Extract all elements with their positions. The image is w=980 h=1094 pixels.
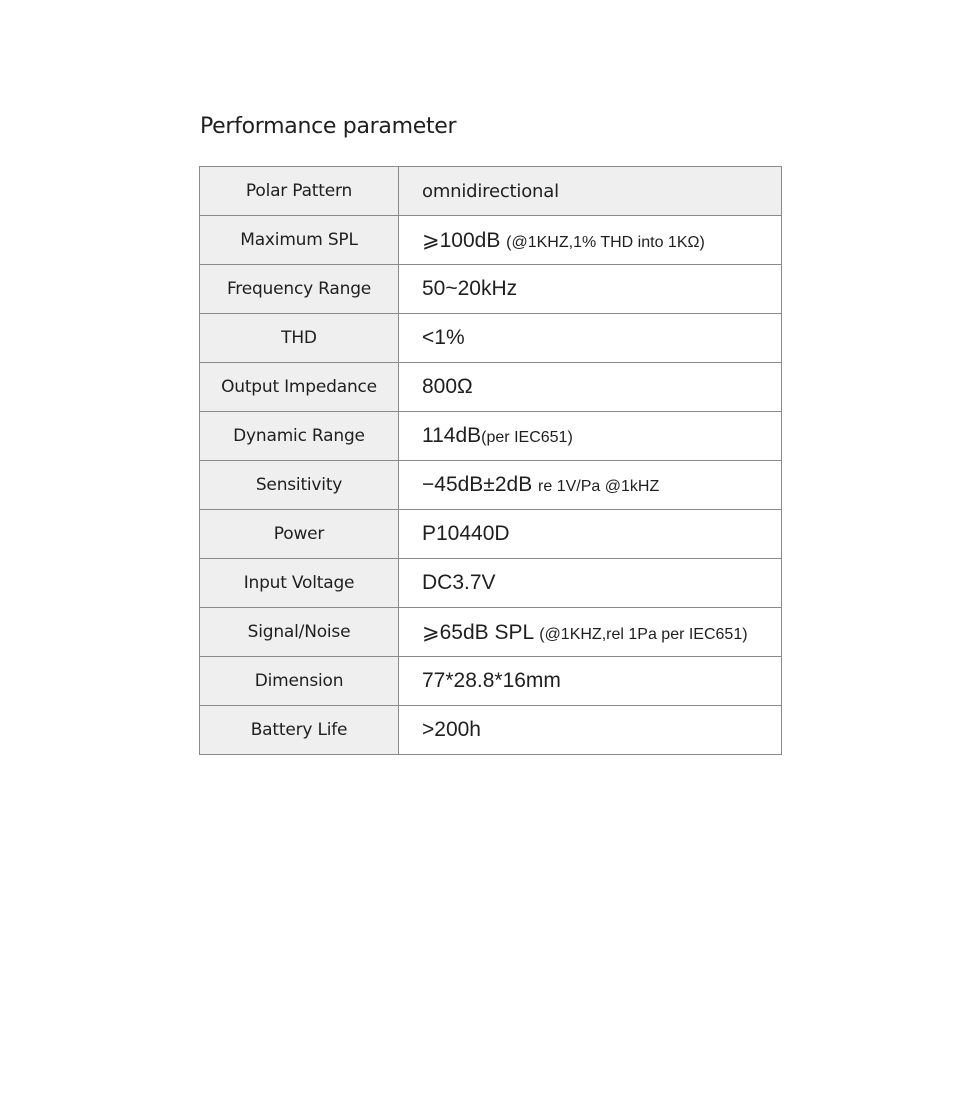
table-row-dynamic-range (200, 412, 782, 461)
row-value (399, 314, 782, 363)
table-row-frequency-range (200, 265, 782, 314)
row-label: Signal/Noise (200, 608, 399, 657)
table-row-battery-life (200, 706, 782, 755)
value-main: 50~20kHz (422, 277, 518, 300)
page-title: Performance parameter (200, 114, 457, 139)
value-note: re 1V/Pa @1kHZ (538, 478, 660, 495)
value-main: P10440D (422, 522, 510, 545)
table-row-dimension (200, 657, 782, 706)
value-note: (@1KHZ,rel 1Pa per IEC651) (539, 625, 748, 643)
row-label: Polar Pattern (200, 167, 399, 216)
row-label: Dynamic Range (200, 412, 399, 461)
row-label: Battery Life (200, 706, 399, 755)
row-value (399, 657, 782, 706)
row-value (399, 412, 782, 461)
row-label: Sensitivity (200, 461, 399, 510)
value-main: ⩾65dB SPL (422, 620, 540, 644)
value-note: (per IEC651) (481, 429, 573, 446)
row-value (399, 265, 782, 314)
row-value (399, 461, 782, 510)
value-main: <1% (422, 326, 465, 349)
row-label: Output Impedance (200, 363, 399, 412)
row-value (399, 608, 782, 657)
row-label: THD (200, 314, 399, 363)
value-main: >200h (422, 718, 481, 741)
row-value (399, 167, 782, 216)
spec-table (199, 166, 782, 755)
row-value (399, 510, 782, 559)
value-main: DC3.7V (422, 571, 496, 594)
table-row-maximum-spl (200, 216, 782, 265)
row-label: Input Voltage (200, 559, 399, 608)
value-main: −45dB±2dB (422, 473, 539, 496)
table-row-thd (200, 314, 782, 363)
row-label: Maximum SPL (200, 216, 399, 265)
value-main: 800Ω (422, 375, 473, 398)
value-main: 77*28.8*16mm (422, 669, 561, 692)
table-row-input-voltage (200, 559, 782, 608)
value-main: 114dB (422, 424, 482, 447)
row-value (399, 216, 782, 265)
row-label: Dimension (200, 657, 399, 706)
row-label: Power (200, 510, 399, 559)
table-row-polar-pattern (200, 167, 782, 216)
row-value (399, 363, 782, 412)
row-value (399, 559, 782, 608)
row-value (399, 706, 782, 755)
table-row-power (200, 510, 782, 559)
value-main: ⩾100dB (422, 228, 507, 252)
table-row-sensitivity (200, 461, 782, 510)
row-label: Frequency Range (200, 265, 399, 314)
value-note: (@1KHZ,1% THD into 1KΩ) (506, 233, 705, 251)
table-row-signal-noise (200, 608, 782, 657)
table-row-output-impedance (200, 363, 782, 412)
value-main: omnidirectional (422, 180, 559, 202)
